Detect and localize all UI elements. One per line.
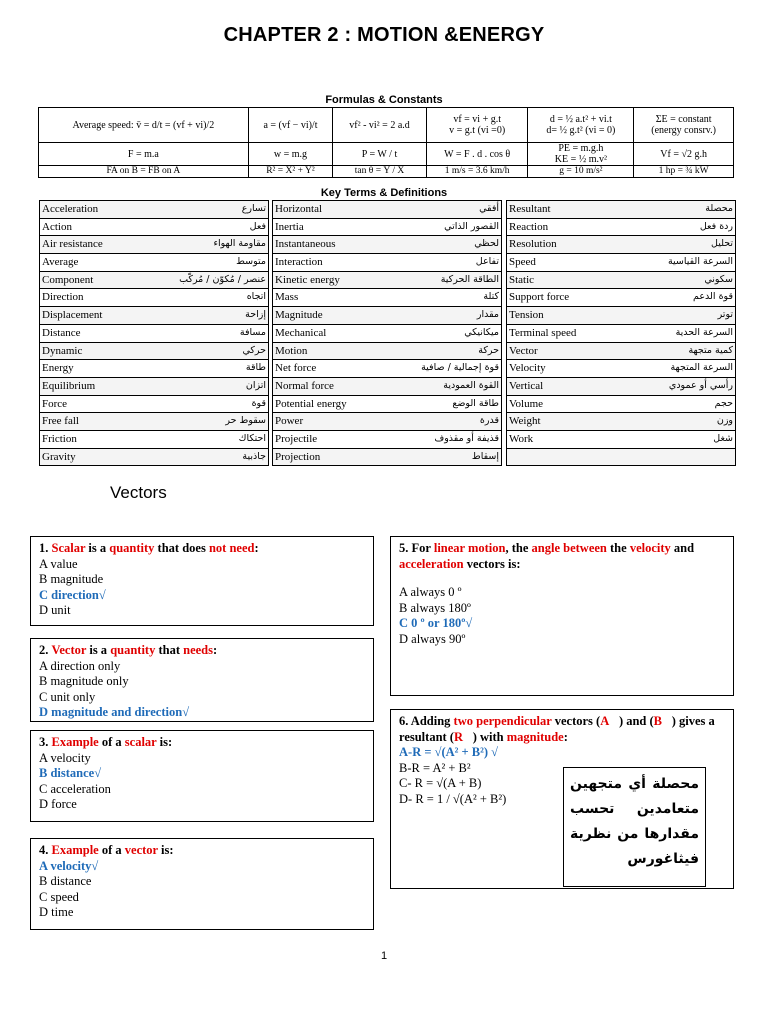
term-arabic: حجم — [714, 397, 733, 409]
question-3-box — [30, 730, 374, 822]
term-row — [273, 413, 501, 431]
term-row — [40, 219, 268, 237]
term-english: Force — [42, 397, 68, 410]
term-row — [507, 219, 735, 237]
formula-cell: F = m.a — [39, 143, 249, 166]
term-english: Projection — [275, 450, 321, 463]
term-arabic: قوة — [251, 397, 266, 409]
term-arabic: تسارع — [241, 203, 266, 214]
term-english: Dynamic — [42, 344, 83, 357]
q4-num: 4. — [39, 843, 49, 857]
q1-option-d: D unit — [39, 603, 71, 617]
q6-option-b: B-R = A² + B² — [399, 760, 471, 775]
term-arabic: القصور الذاتي — [444, 220, 499, 232]
term-row — [40, 201, 268, 219]
vectors-heading: Vectors — [110, 483, 167, 502]
term-arabic: اتزان — [245, 379, 266, 391]
q5-text: and — [670, 541, 695, 555]
term-row — [507, 289, 735, 307]
q2-keyword: Vector — [51, 643, 87, 657]
term-row — [507, 396, 735, 414]
term-english: Power — [275, 415, 304, 428]
page-title: CHAPTER 2 : MOTION &ENERGY — [223, 24, 545, 46]
term-row — [273, 396, 501, 414]
term-row — [507, 431, 735, 449]
term-english: Resolution — [509, 238, 557, 251]
term-arabic: فعل — [249, 220, 266, 232]
formulas-row — [39, 108, 734, 143]
term-arabic: إسقاط — [471, 450, 499, 462]
q5-text: the — [606, 541, 630, 555]
term-english: Weight — [509, 415, 541, 428]
term-arabic: أفقي — [479, 203, 499, 214]
formula-cell: 1 m/s = 3.6 km/h — [426, 166, 528, 178]
q6-text: 6. Adding — [399, 714, 454, 728]
term-row — [507, 201, 735, 219]
q6-option-d: D- R = 1 / √(A² + B²) — [399, 791, 507, 806]
term-row — [40, 378, 268, 396]
formula-cell: Vf = √2 g.h — [634, 143, 734, 166]
q5-text: , the — [505, 541, 532, 555]
term-row — [507, 272, 735, 290]
q6-text: ) gives a resultant ( — [399, 714, 715, 744]
term-arabic: وزن — [716, 415, 733, 427]
term-row — [507, 378, 735, 396]
term-row — [273, 201, 501, 219]
q6-keyword: two perpendicular — [453, 714, 552, 728]
term-english: Average — [42, 256, 79, 269]
q4-option-c: C speed — [39, 889, 79, 904]
term-row — [40, 307, 268, 325]
term-row — [507, 325, 735, 343]
formulas-row — [39, 166, 734, 178]
q1-option-b: B magnitude — [39, 572, 104, 586]
q5-keyword: angle between — [531, 541, 607, 555]
term-arabic: كتلة — [483, 291, 499, 303]
term-arabic: سكوني — [704, 273, 733, 285]
q5-option-b: B always 180º — [399, 600, 471, 615]
term-row — [40, 343, 268, 361]
term-english: Inertia — [275, 220, 304, 233]
term-arabic: عنصر / مُكوّن / مُركّب — [179, 273, 266, 285]
term-arabic: محصلة — [705, 203, 733, 214]
term-arabic: حركة — [478, 344, 499, 356]
term-arabic: ردة فعل — [699, 220, 733, 232]
term-arabic: طاقة الوضع — [452, 397, 499, 409]
q2-num: 2. — [39, 643, 49, 657]
page-number: 1 — [380, 950, 388, 962]
term-english: Direction — [42, 291, 84, 304]
term-row — [273, 378, 501, 396]
term-arabic: السرعة المتجهة — [670, 362, 733, 374]
terms-column-3 — [506, 200, 736, 466]
term-english: Magnitude — [275, 309, 323, 322]
term-english: Normal force — [275, 379, 334, 392]
term-row — [273, 343, 501, 361]
terms-heading: Key Terms & Definitions — [320, 187, 448, 199]
term-row — [273, 272, 501, 290]
term-english: Vector — [509, 344, 538, 357]
term-arabic: شغل — [713, 432, 733, 444]
term-arabic: السرعة الحدية — [675, 326, 733, 338]
term-arabic: قوة الدعم — [693, 291, 733, 303]
q3-option-b: B distance√ — [39, 766, 102, 780]
formula-cell: W = F . d . cos θ — [426, 143, 528, 166]
term-english: Motion — [275, 344, 308, 357]
term-english: Horizontal — [275, 203, 323, 215]
q5-text: vectors is: — [463, 556, 521, 571]
q4-option-a: A velocity√ — [39, 858, 99, 873]
formula-cell: FA on B = FB on A — [39, 166, 249, 178]
term-arabic: لحظي — [474, 238, 499, 250]
term-english: Distance — [42, 326, 81, 339]
term-arabic: متوسط — [236, 256, 266, 268]
q4-option-b: B distance — [39, 874, 92, 888]
term-arabic: حركي — [242, 344, 266, 356]
term-arabic: مسافة — [239, 326, 266, 338]
term-english: Friction — [42, 432, 77, 445]
q1-option-c: C direction√ — [39, 587, 106, 602]
q3-text: of a — [98, 735, 125, 749]
term-row — [273, 360, 501, 378]
formula-cell: R² = X² + Y² — [248, 166, 332, 178]
q3-keyword: scalar — [124, 735, 157, 749]
term-row — [507, 254, 735, 272]
term-row — [273, 325, 501, 343]
arabic-note: محصلة أي متجهين متعامدين تحسب مقدارها من نظرية فيثاغورس — [563, 767, 706, 887]
q6-option-c: C- R = √(A + B) — [399, 776, 482, 790]
term-english: Tension — [509, 309, 544, 322]
q4-text: of a — [98, 843, 125, 857]
question-1-box — [30, 536, 374, 626]
term-arabic: سقوط حر — [225, 415, 266, 427]
q1-text: : — [254, 541, 259, 555]
term-row — [273, 307, 501, 325]
term-arabic: رأسي أو عمودي — [668, 379, 733, 391]
q4-option-d: D time — [39, 905, 74, 919]
formulas-row — [39, 143, 734, 166]
formula-cell: vf = vi + g.t v = g.t (vi =0) — [426, 108, 528, 143]
formula-cell: vf² - vi² = 2 a.d — [333, 108, 427, 143]
term-row — [40, 431, 268, 449]
question-1-stem — [39, 541, 365, 557]
question-5-box — [390, 536, 734, 696]
q5-option-c: C 0 º or 180º√ — [399, 616, 473, 630]
q6-text: : — [563, 729, 568, 744]
term-english: Component — [42, 273, 94, 286]
term-arabic: تفاعل — [475, 256, 499, 268]
q4-keyword: vector — [124, 843, 158, 857]
formula-cell: a = (vf − vi)/t — [248, 108, 332, 143]
q6-text: ) and ( — [618, 714, 654, 728]
term-english: Support force — [509, 291, 570, 304]
term-row — [40, 396, 268, 414]
term-english: Kinetic energy — [275, 273, 340, 286]
q3-num: 3. — [39, 735, 49, 749]
term-row — [507, 307, 735, 325]
question-4-box — [30, 838, 374, 930]
term-arabic: اتجاه — [246, 291, 266, 303]
formula-cell: w = m.g — [248, 143, 332, 166]
term-arabic: مقاومة الهواء — [213, 238, 266, 250]
q2-text: is a — [86, 643, 111, 657]
formula-cell: tan θ = Y / X — [333, 166, 427, 178]
q2-keyword: needs — [183, 643, 213, 657]
term-english: Free fall — [42, 415, 79, 428]
term-row — [507, 236, 735, 254]
q6-option-a: A-R = √(A² + B²) √ — [399, 745, 498, 759]
term-row — [40, 360, 268, 378]
term-english: Potential energy — [275, 397, 347, 410]
q1-num: 1. — [39, 541, 49, 555]
formula-cell: g = 10 m/s² — [528, 166, 634, 178]
q3-option-d: D force — [39, 797, 77, 811]
terms-column-2 — [272, 200, 502, 466]
q1-text: that does — [154, 541, 209, 555]
term-english: Instantaneous — [275, 238, 336, 251]
q5-keyword: linear motion — [433, 541, 506, 555]
term-english: Mass — [275, 291, 299, 304]
formula-cell: ΣE = constant (energy consrv.) — [634, 108, 734, 143]
term-english: Terminal speed — [509, 326, 577, 339]
term-english: Net force — [275, 362, 317, 375]
q2-option-c: C unit only — [39, 689, 96, 704]
q3-keyword: Example — [51, 735, 99, 749]
q2-keyword: quantity — [110, 643, 156, 657]
q3-option-a: A velocity — [39, 750, 91, 765]
q6-text: vectors ( — [551, 714, 601, 728]
term-arabic: جاذبية — [242, 450, 266, 462]
term-arabic: قدرة — [479, 415, 499, 427]
term-arabic: توتر — [717, 309, 733, 321]
term-english: Speed — [509, 256, 536, 269]
q6-vector-a: A⃗ — [600, 714, 619, 728]
q2-text: : — [213, 643, 218, 657]
term-arabic: قوة إجمالية / صافية — [421, 362, 499, 374]
formula-cell: PE = m.g.h KE = ½ m.v² — [528, 143, 634, 166]
q2-option-d: D magnitude and direction√ — [39, 705, 190, 719]
q6-vector-b: B⃗ — [653, 714, 672, 728]
term-arabic: طاقة — [245, 362, 266, 374]
q1-keyword: Scalar — [51, 541, 86, 555]
term-row — [507, 449, 735, 466]
q5-keyword: acceleration — [399, 556, 464, 571]
term-row — [273, 289, 501, 307]
term-english: Volume — [509, 397, 544, 410]
question-5-stem — [399, 541, 725, 572]
term-arabic: القوة العمودية — [443, 379, 499, 391]
terms-column-1 — [39, 200, 269, 466]
q1-keyword: not need — [208, 541, 255, 555]
term-row — [40, 413, 268, 431]
term-english: Mechanical — [275, 326, 327, 339]
term-arabic: كمية متجهة — [688, 344, 733, 356]
term-english: Displacement — [42, 309, 103, 322]
q2-option-a: A direction only — [39, 658, 121, 673]
term-row — [40, 325, 268, 343]
question-2-stem — [39, 643, 365, 659]
term-english: Static — [509, 273, 535, 286]
q5-text: 5. For — [399, 541, 434, 555]
formula-cell: d = ½ a.t² + vi.t d= ½ g.t² (vi = 0) — [528, 108, 634, 143]
term-arabic: السرعة القياسية — [667, 256, 733, 268]
q4-keyword: Example — [51, 843, 99, 857]
term-arabic: ميكانيكي — [464, 326, 499, 338]
q6-keyword: magnitude — [506, 729, 564, 744]
term-arabic: قذيفة أو مقذوف — [434, 432, 499, 444]
term-english: Action — [42, 220, 72, 233]
q1-keyword: quantity — [109, 541, 155, 555]
term-arabic: الطاقة الحركية — [440, 273, 499, 285]
term-english: Air resistance — [42, 238, 103, 251]
term-english: Reaction — [509, 220, 549, 233]
term-english: Acceleration — [42, 203, 99, 215]
term-row — [40, 236, 268, 254]
term-row — [273, 449, 501, 466]
term-english: Resultant — [509, 203, 551, 215]
term-row — [273, 431, 501, 449]
formula-cell: P = W / t — [333, 143, 427, 166]
formulas-heading: Formulas & Constants — [325, 94, 443, 106]
q6-text: ) with — [472, 729, 507, 744]
term-row — [273, 236, 501, 254]
term-row — [40, 289, 268, 307]
term-english: Velocity — [509, 362, 546, 375]
term-row — [507, 343, 735, 361]
question-2-box — [30, 638, 374, 722]
term-row — [40, 254, 268, 272]
term-row — [507, 360, 735, 378]
term-row — [273, 254, 501, 272]
term-english: Vertical — [509, 379, 544, 392]
formula-cell: 1 hp = ¾ kW — [634, 166, 734, 178]
term-english: Gravity — [42, 450, 76, 463]
question-4-stem — [39, 843, 365, 859]
term-english: Projectile — [275, 432, 318, 445]
term-arabic: مقدار — [476, 309, 499, 321]
q1-option-a: A value — [39, 556, 78, 571]
formula-cell: Average speed: v̄ = d/t = (vf + vi)/2 — [39, 108, 249, 143]
term-row — [40, 272, 268, 290]
q5-option-d: D always 90º — [399, 631, 466, 646]
term-english: Energy — [42, 362, 74, 375]
q6-vector-r: R⃗ — [453, 729, 473, 744]
q4-text: is: — [157, 843, 174, 857]
q2-option-b: B magnitude only — [39, 674, 129, 688]
term-row — [507, 413, 735, 431]
question-6-stem — [399, 714, 729, 745]
q2-text: that — [155, 643, 184, 657]
question-3-stem — [39, 735, 365, 751]
q5-keyword: velocity — [629, 541, 671, 555]
q3-text: is: — [156, 735, 173, 749]
term-english: Work — [509, 432, 534, 445]
term-english: Equilibrium — [42, 379, 96, 392]
term-row — [273, 219, 501, 237]
q5-option-a: A always 0 º — [399, 585, 462, 599]
q3-option-c: C acceleration — [39, 781, 111, 796]
formulas-table — [38, 107, 734, 178]
term-arabic: تحليل — [711, 238, 733, 250]
term-english: Interaction — [275, 256, 323, 269]
term-arabic: احتكاك — [238, 432, 266, 444]
term-row — [40, 449, 268, 466]
term-arabic: إزاحة — [245, 309, 266, 321]
q1-text: is a — [85, 541, 110, 555]
